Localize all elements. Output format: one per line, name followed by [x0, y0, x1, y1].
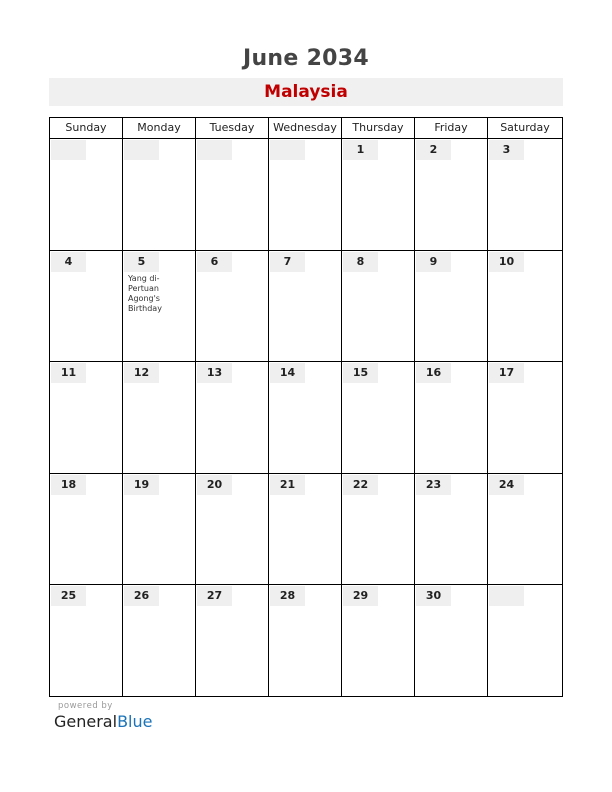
day-cell[interactable]	[488, 474, 562, 585]
day-cell[interactable]	[342, 474, 415, 585]
day-number: 15	[343, 363, 378, 383]
week-row	[50, 585, 562, 697]
day-number: 25	[51, 586, 86, 606]
day-number: 13	[197, 363, 232, 383]
weekday-header: Thursday	[342, 118, 415, 138]
day-number: 28	[270, 586, 305, 606]
weekday-header: Friday	[415, 118, 488, 138]
country-banner	[49, 78, 563, 106]
weekday-header: Saturday	[500, 121, 550, 134]
generalblue-logo[interactable]	[54, 712, 152, 731]
day-number: 1	[343, 140, 378, 160]
day-cell[interactable]	[123, 474, 196, 585]
day-cell[interactable]	[196, 251, 269, 362]
day-cell[interactable]	[269, 474, 342, 585]
day-cell[interactable]	[269, 362, 342, 473]
day-number: 18	[51, 475, 86, 495]
day-cell[interactable]	[50, 139, 123, 250]
week-row	[50, 474, 562, 586]
day-cell[interactable]	[488, 251, 562, 362]
day-number: 5	[124, 252, 159, 272]
day-cell[interactable]	[415, 362, 488, 473]
weekday-header-row	[50, 118, 562, 139]
day-number: 14	[270, 363, 305, 383]
month-title: June 2034	[242, 46, 370, 71]
day-cell[interactable]	[488, 139, 562, 250]
day-cell[interactable]	[415, 251, 488, 362]
day-cell[interactable]	[415, 139, 488, 250]
weekday-header: Monday	[123, 118, 196, 138]
country-name: Malaysia	[264, 82, 348, 102]
day-number: 7	[270, 252, 305, 272]
day-number: 11	[51, 363, 86, 383]
day-cell[interactable]	[123, 362, 196, 473]
week-row	[50, 251, 562, 363]
day-cell[interactable]	[123, 585, 196, 697]
day-number: 30	[416, 586, 451, 606]
day-number: 26	[124, 586, 159, 606]
brand-general: General	[54, 712, 118, 731]
day-number: 19	[124, 475, 159, 495]
day-cell[interactable]	[488, 362, 562, 473]
weekday-header: Tuesday	[196, 118, 269, 138]
day-number: 12	[124, 363, 159, 383]
day-cell[interactable]	[415, 585, 488, 697]
day-cell[interactable]	[342, 251, 415, 362]
weekday-header: Wednesday	[269, 118, 342, 138]
day-cell[interactable]	[123, 139, 196, 250]
day-cell[interactable]	[415, 474, 488, 585]
day-number: 24	[489, 475, 524, 495]
day-cell[interactable]	[269, 139, 342, 250]
day-cell[interactable]	[196, 362, 269, 473]
day-number: 29	[343, 586, 378, 606]
day-number	[270, 140, 305, 160]
day-number: 21	[270, 475, 305, 495]
calendar-grid	[49, 117, 563, 697]
day-cell[interactable]	[50, 362, 123, 473]
day-number: 2	[416, 140, 451, 160]
day-number: 9	[416, 252, 451, 272]
day-number	[489, 586, 524, 606]
week-row	[50, 362, 562, 474]
weekday-header: Sunday	[50, 118, 123, 138]
day-cell[interactable]	[196, 474, 269, 585]
day-cell[interactable]	[488, 585, 562, 697]
day-cell[interactable]	[269, 251, 342, 362]
day-cell[interactable]	[342, 362, 415, 473]
week-row	[50, 139, 562, 251]
day-number: 22	[343, 475, 378, 495]
day-cell[interactable]	[342, 585, 415, 697]
day-number: 6	[197, 252, 232, 272]
day-cell[interactable]	[196, 585, 269, 697]
day-number: 16	[416, 363, 451, 383]
brand-blue: Blue	[117, 712, 153, 731]
day-cell[interactable]	[269, 585, 342, 697]
day-number: 23	[416, 475, 451, 495]
day-number	[51, 140, 86, 160]
day-number: 27	[197, 586, 232, 606]
day-cell[interactable]	[196, 139, 269, 250]
day-number: 4	[51, 252, 86, 272]
day-cell[interactable]	[342, 139, 415, 250]
day-number	[197, 140, 232, 160]
day-number	[124, 140, 159, 160]
day-number: 17	[489, 363, 524, 383]
day-cell[interactable]	[50, 251, 123, 362]
powered-by-text: powered by	[58, 701, 113, 711]
day-cell[interactable]	[123, 251, 196, 362]
day-number: 10	[489, 252, 524, 272]
day-number: 8	[343, 252, 378, 272]
day-number: 3	[489, 140, 524, 160]
day-cell[interactable]	[50, 585, 123, 697]
holiday-label: Yang di-Pertuan Agong's Birthday	[128, 273, 162, 313]
day-cell[interactable]	[50, 474, 123, 585]
day-number: 20	[197, 475, 232, 495]
